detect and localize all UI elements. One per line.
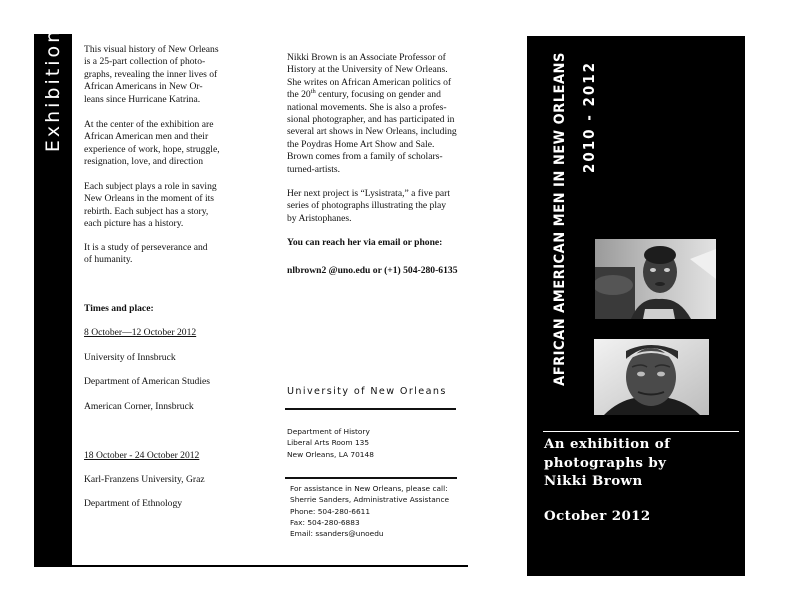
assistance-info: For assistance in New Orleans, please call: Sherrie Sanders, Administrative Assistance Phone: 504-280-6611 Fax: 504-280-6883 Email: ssanders@unoedu <box>290 484 450 539</box>
vertical-years: 2010 - 2012 <box>580 60 598 174</box>
address-rule <box>285 477 457 479</box>
next-project-paragraph: Her next project is “Lysistrata,” a five part series of photographs illustrating the play by Aristophanes. <box>287 188 451 224</box>
contact-line: nlbrown2 @uno.edu or (+1) 504-280-6135 <box>287 265 458 276</box>
venue2-line: Karl-Franzens University, Graz <box>84 474 205 485</box>
university-name: University of New Orleans <box>287 386 447 397</box>
elder-man-portrait-photo <box>594 339 709 415</box>
center-paragraph: At the center of the exhibition are African American men and their experience of work, hope, struggle, resignation, love, and direction <box>84 119 220 168</box>
bio-paragraph <box>287 52 487 176</box>
bio-text-continued: century, focusing on gender and national movements. She is also a profes- sional photographer, and has participated in several art shows in New Orleans, including the Poydras Home Art Show and Sale. Brown comes from a family of scholars- turned-artists. <box>287 89 457 175</box>
exhibition-bar-label: Exhibition <box>42 27 64 153</box>
contact-heading: You can reach her via email or phone: <box>287 237 443 248</box>
department-address: Department of History Liberal Arts Room 135 New Orleans, LA 70148 <box>287 427 374 459</box>
vertical-title: AFRICAN AMERICAN MEN IN NEW ORLEANS <box>552 52 568 386</box>
bio-superscript: th <box>310 88 316 96</box>
venue1-line: Department of American Studies <box>84 376 211 387</box>
university-rule <box>285 408 456 410</box>
venue1-line: American Corner, Innsbruck <box>84 401 194 412</box>
venue2-line: Department of Ethnology <box>84 498 183 509</box>
exhibition-subtitle: An exhibition of photographs by Nikki Brown <box>544 436 671 489</box>
subtitle-rule <box>543 431 739 432</box>
times-place-heading: Times and place: <box>84 303 154 314</box>
study-paragraph: It is a study of perseverance and of humanity. <box>84 242 208 266</box>
intro-paragraph: This visual history of New Orleans is a 25-part collection of photo- graphs, revealing the inner lives of African Americans in New Or- leans since Hurricane Katrina. <box>84 44 219 105</box>
venue1-dates: 8 October—12 October 2012 <box>84 327 197 338</box>
subject-paragraph: Each subject plays a role in saving New Orleans in the moment of its rebirth. Each subject has a story, each picture has a history. <box>84 181 217 230</box>
bio-text: Nikki Brown is an Associate Professor of History at the University of New Orleans. She writes on African American politics of the 20 <box>287 52 452 101</box>
boy-portrait-photo <box>595 239 716 319</box>
bottom-divider <box>34 565 468 567</box>
venue2-dates: 18 October - 24 October 2012 <box>84 450 200 461</box>
exhibition-date: October 2012 <box>544 508 651 524</box>
venue1-line: University of Innsbruck <box>84 352 176 363</box>
